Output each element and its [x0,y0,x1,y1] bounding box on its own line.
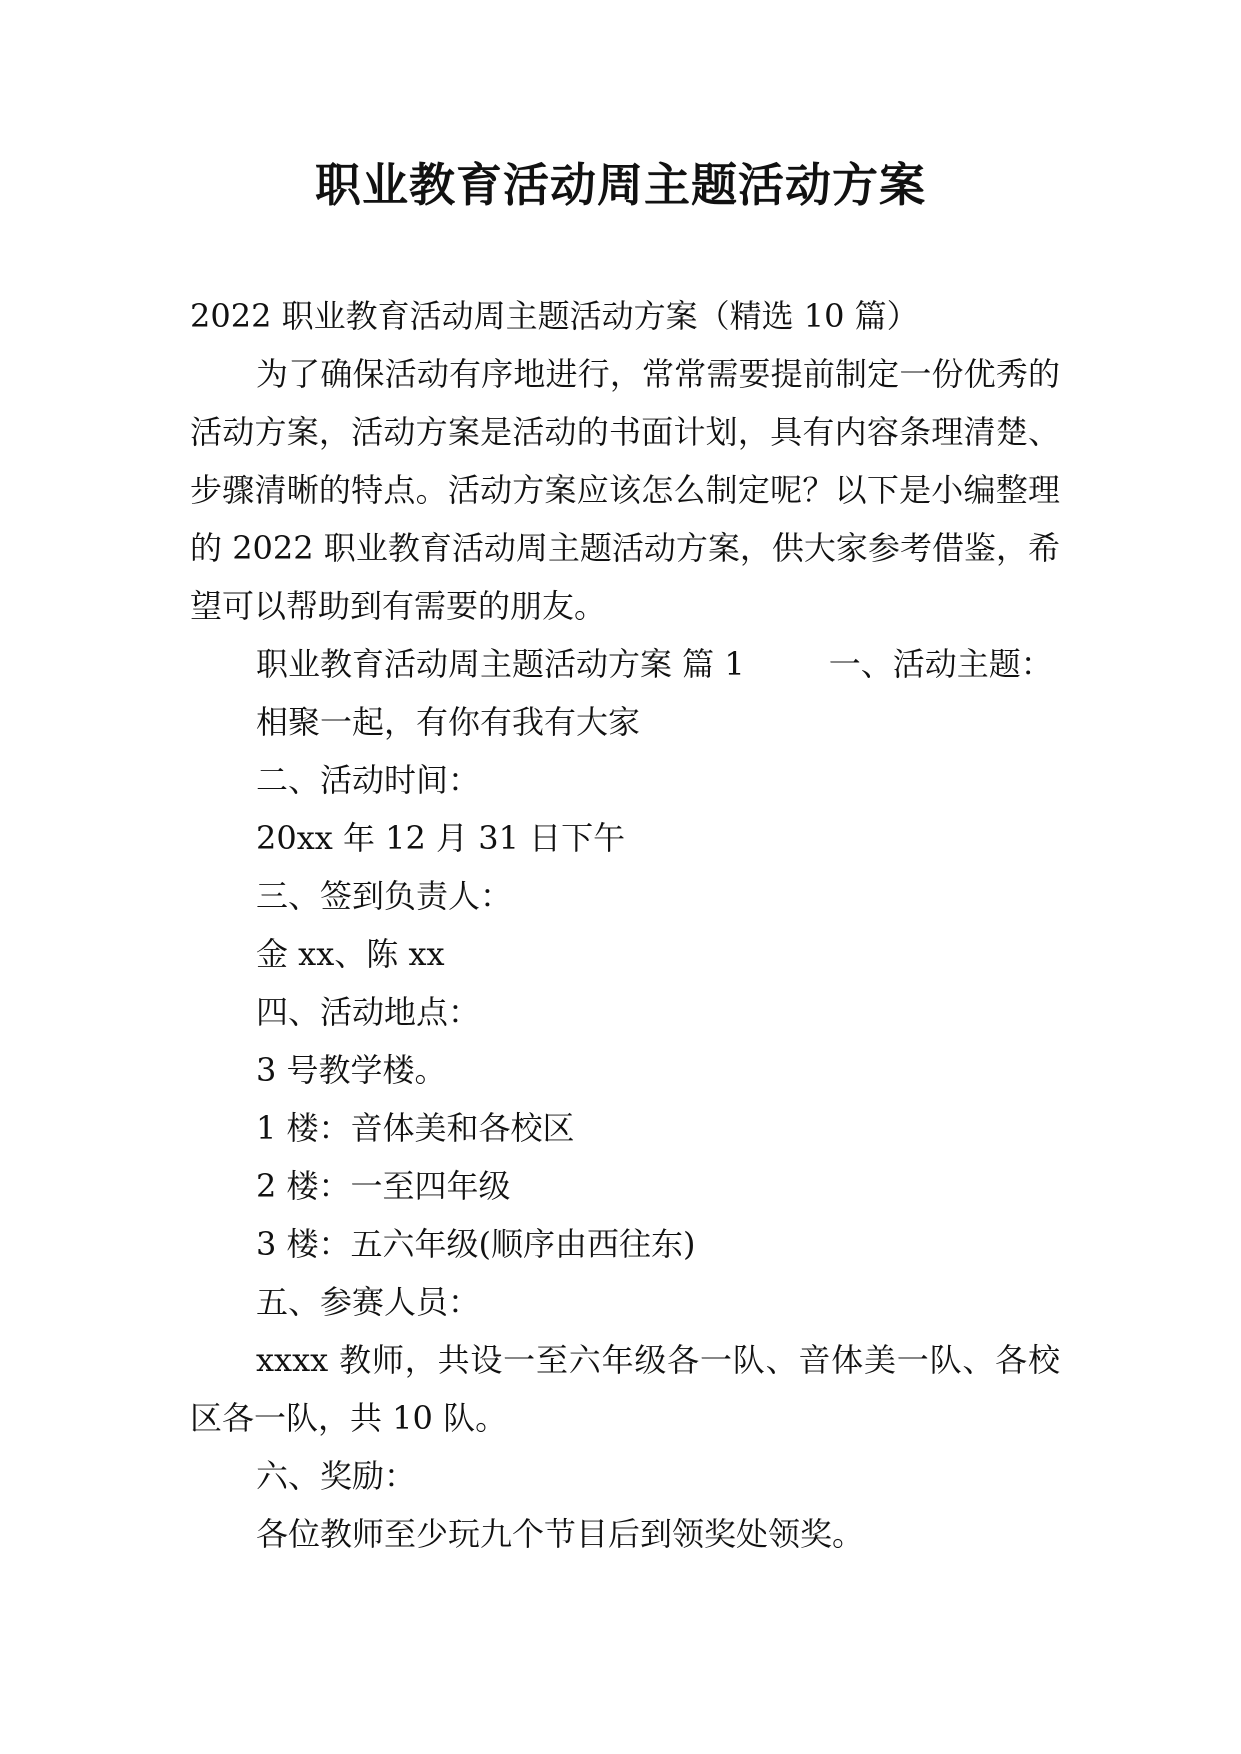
floor-2: 2 楼：一至四年级 [256,1167,511,1205]
theme-value: 相聚一起，有你有我有大家 [256,703,641,741]
place-value: 3 号教学楼。 [256,1051,447,1089]
document-body [190,287,1060,1563]
section-heading: 职业教育活动周主题活动方案 篇 1 [256,645,745,683]
floor-1: 1 楼：音体美和各校区 [256,1109,575,1147]
section-heading-line [190,635,1060,693]
participants-label: 五、参赛人员： [256,1283,481,1321]
place-label: 四、活动地点： [256,993,481,1031]
reward-label: 六、奖励： [256,1457,417,1495]
signin-value: 金 xx、陈 xx [256,935,445,973]
subtitle: 2022 职业教育活动周主题活动方案（精选 10 篇） [190,297,919,335]
signin-label: 三、签到负责人： [256,877,513,915]
reward-value: 各位教师至少玩九个节目后到领奖处领奖。 [256,1515,865,1553]
intro-paragraph: 为了确保活动有序地进行，常常需要提前制定一份优秀的活动方案，活动方案是活动的书面计划，具有内容条理清楚、步骤清晰的特点。活动方案应该怎么制定呢？以下是小编整理的 2022 职业教育活动周主题活动方案，供大家参考借鉴，希望可以帮助到有需要的朋友。 [190,355,1060,625]
theme-label: 一、活动主题： [828,645,1053,683]
time-label: 二、活动时间： [256,761,481,799]
floor-3: 3 楼：五六年级(顺序由西往东) [256,1225,696,1263]
time-value: 20xx 年 12 月 31 日下午 [256,819,626,857]
participants-value: xxxx 教师，共设一至六年级各一队、音体美一队、各校区各一队，共 10 队。 [190,1341,1060,1437]
document-title: 职业教育活动周主题活动方案 [315,158,926,212]
